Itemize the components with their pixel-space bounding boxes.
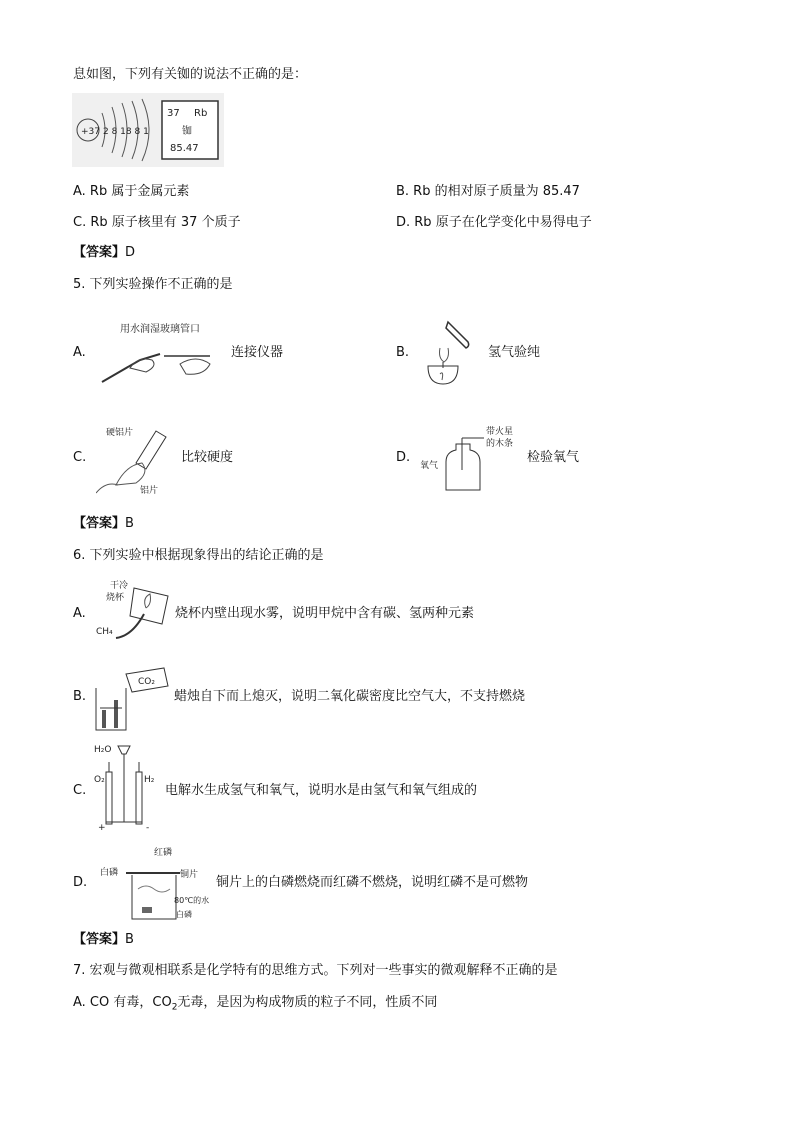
q5-option-a-caption: 连接仪器	[231, 345, 284, 360]
q5-option-b-caption: 氢气验纯	[488, 345, 541, 360]
q4-option-a: A. Rb 属于金属元素	[73, 184, 190, 199]
methane-combustion-figure	[96, 578, 176, 644]
fig-label: H₂O	[94, 745, 112, 755]
q6-option-c-text: 电解水生成氢气和氧气，说明水是由氢气和氧气组成的	[165, 783, 478, 798]
phosphorus-combustion-figure	[96, 845, 214, 921]
connect-apparatus-figure	[100, 320, 224, 390]
q6-option-b-text: 蜡烛自下而上熄灭，说明二氧化碳密度比空气大，不支持燃烧	[174, 689, 526, 704]
answer-value: B	[125, 516, 134, 531]
fig-label: 带火星	[486, 427, 514, 437]
q4-stem-tail: 息如图，下列有关铷的说法不正确的是：	[73, 67, 308, 82]
fig-label: 80℃的水	[174, 896, 210, 905]
q6-option-b-letter: B.	[73, 689, 87, 704]
fig-label: 的木条	[486, 439, 514, 449]
fig-label: 硬铝片	[106, 428, 134, 438]
hardness-compare-figure	[96, 423, 176, 497]
fig-label: 烧杯	[106, 593, 125, 603]
q5-option-d-caption: 检验氧气	[527, 450, 580, 465]
fig-label: 氧气	[420, 461, 439, 471]
fig-label: 铜片	[180, 870, 199, 880]
q7-option-a	[73, 994, 437, 1017]
answer-value: D	[125, 245, 136, 260]
fig-label: O₂	[94, 775, 105, 785]
hydrogen-purity-figure	[418, 318, 478, 390]
fig-label: +	[98, 823, 106, 833]
q5-option-d-letter: D.	[396, 450, 411, 465]
q6-option-d-letter: D.	[73, 875, 88, 890]
fig-label: 干冷	[110, 581, 129, 591]
q5-option-c-caption: 比较硬度	[181, 450, 234, 465]
oxygen-test-figure	[420, 422, 520, 494]
element-symbol: Rb	[194, 108, 208, 119]
q4-answer	[73, 244, 135, 262]
q6-option-c-letter: C.	[73, 783, 87, 798]
q5-option-a-letter: A.	[73, 345, 86, 360]
q7-stem: 7. 宏观与微观相联系是化学特有的思维方式。下列对一些事实的微观解释不正确的是	[73, 963, 558, 978]
answer-value: B	[125, 932, 134, 947]
q5-option-b-letter: B.	[396, 345, 410, 360]
q4-option-b: B. Rb 的相对原子质量为 85.47	[396, 184, 580, 199]
q5-answer	[73, 515, 134, 533]
q4-option-c: C. Rb 原子核里有 37 个质子	[73, 215, 241, 230]
element-number: 37	[167, 108, 180, 119]
q6-option-d-text: 铜片上的白磷燃烧而红磷不燃烧，说明红磷不是可燃物	[216, 875, 529, 890]
fig-label: 白磷	[176, 910, 192, 919]
shells-label: 2 8 18 8 1	[103, 127, 149, 137]
option-a-text: 无毒，是因为构成物质的粒子不同，性质不同	[177, 995, 438, 1010]
nucleus-label: +37	[81, 127, 100, 137]
fig-label: 用水润湿玻璃管口	[120, 324, 200, 335]
q6-option-a-text: 烧杯内壁出现水雾，说明甲烷中含有碳、氢两种元素	[175, 606, 475, 621]
answer-label: 【答案】	[73, 516, 126, 531]
q5-option-c-letter: C.	[73, 450, 87, 465]
rubidium-atom-figure	[72, 93, 224, 167]
fig-label: 红磷	[154, 848, 173, 858]
q5-stem: 5. 下列实验操作不正确的是	[73, 277, 233, 292]
fig-label: 白磷	[100, 868, 119, 878]
fig-label: 铝片	[140, 486, 159, 496]
answer-label: 【答案】	[73, 932, 126, 947]
fig-label: -	[146, 823, 150, 833]
q6-answer	[73, 931, 134, 949]
answer-label: 【答案】	[73, 245, 126, 260]
option-a-text: A. CO 有毒，CO	[73, 995, 172, 1010]
q6-stem: 6. 下列实验中根据现象得出的结论正确的是	[73, 548, 324, 563]
water-electrolysis-figure	[92, 742, 164, 834]
co2-candles-figure	[92, 666, 172, 732]
subscript: 2	[171, 1002, 178, 1013]
q6-option-a-letter: A.	[73, 606, 86, 621]
fig-label: CH₄	[96, 627, 113, 637]
fig-label: CO₂	[138, 677, 155, 687]
q4-option-d: D. Rb 原子在化学变化中易得电子	[396, 215, 592, 230]
element-mass: 85.47	[170, 143, 199, 154]
fig-label: H₂	[144, 775, 155, 785]
element-name: 铷	[182, 126, 192, 137]
